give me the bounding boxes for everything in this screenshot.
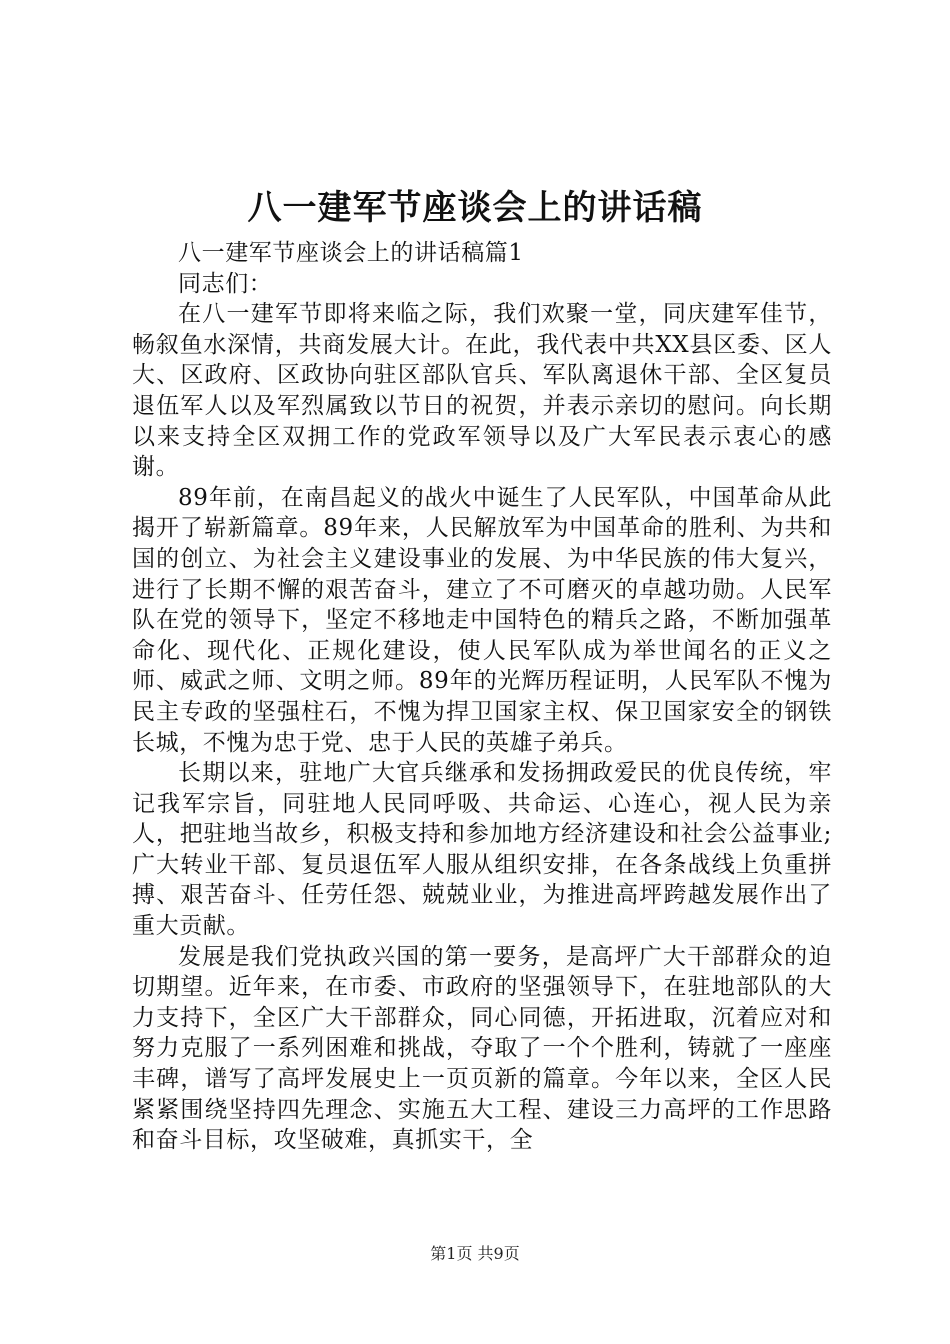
paragraph-3: 长期以来，驻地广大官兵继承和发扬拥政爱民的优良传统，牢记我军宗旨，同驻地人民同呼吸、共命运、心连心，视人民为亲人，把驻地当故乡，积极支持和参加地方经济建设和社会公益事业;广大转业干部、复员退伍军人服从组织安排，在各条战线上负重拼搏、艰苦奋斗、任劳任怨、兢兢业业，为推进高坪跨越发展作出了重大贡献。 [132, 760, 832, 940]
document-subtitle: 八一建军节座谈会上的讲话稿篇1 [178, 240, 524, 266]
paragraph-1: 在八一建军节即将来临之际，我们欢聚一堂，同庆建军佳节，畅叙鱼水深情，共商发展大计。在此，我代表中共XX县区委、区人大、区政府、区政协向驻区部队官兵、军队离退休干部、全区复员退伍军人以及军烈属致以节日的祝贺，并表示亲切的慰问。向长期以来支持全区双拥工作的党政军领导以及广大军民表示衷心的感谢。 [132, 301, 832, 481]
paragraph-4: 发展是我们党执政兴国的第一要务，是高坪广大干部群众的迫切期望。近年来，在市委、市政府的坚强领导下，在驻地部队的大力支持下，全区广大干部群众，同心同德，开拓进取，沉着应对和努力克服了一系列困难和挑战，夺取了一个个胜利，铸就了一座座丰碑，谱写了高坪发展史上一页页新的篇章。今年以来，全区人民紧紧围绕坚持四先理念、实施五大工程、建设三力高坪的工作思路和奋斗目标，攻坚破难，真抓实干，全 [132, 943, 832, 1154]
document-body [132, 238, 832, 1156]
paragraph-2: 89年前，在南昌起义的战火中诞生了人民军队，中国革命从此揭开了崭新篇章。89年来，人民解放军为中国革命的胜利、为共和国的创立、为社会主义建设事业的发展、为中华民族的伟大复兴，进行了长期不懈的艰苦奋斗，建立了不可磨灭的卓越功勋。人民军队在党的领导下，坚定不移地走中国特色的精兵之路，不断加强革命化、现代化、正规化建设，使人民军队成为举世闻名的正义之师、威武之师、文明之师。89年的光辉历程证明，人民军队不愧为民主专政的坚强柱石，不愧为捍卫国家主权、保卫国家安全的钢铁长城，不愧为忠于党、忠于人民的英雄子弟兵。 [132, 484, 832, 756]
document-title: 八一建军节座谈会上的讲话稿 [247, 188, 703, 228]
page-footer: 第1页 共9页 [430, 1244, 520, 1263]
salutation: 同志们： [178, 270, 273, 297]
